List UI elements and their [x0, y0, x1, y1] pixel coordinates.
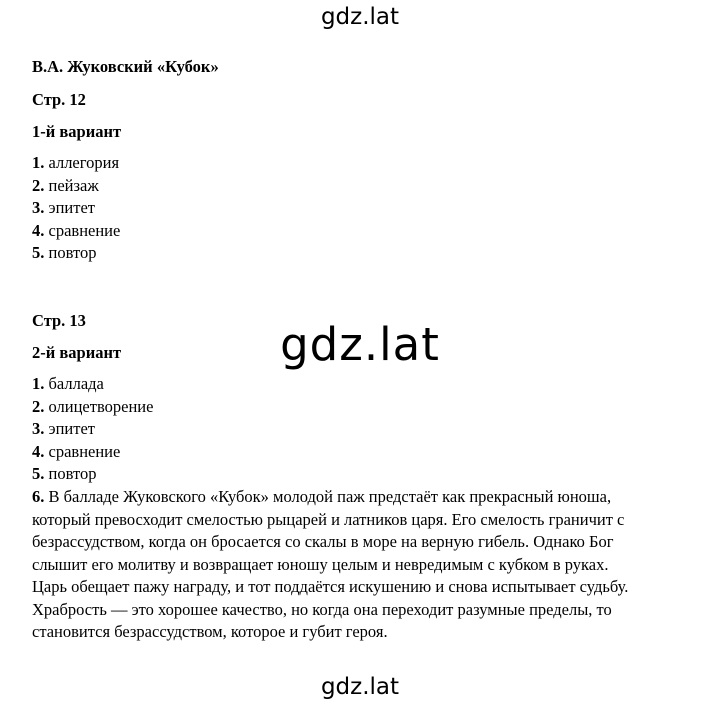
answer-item	[32, 152, 120, 175]
essay-line: Храбрость — это хорошее качество, но когда она переходит разумные пределы, то	[32, 599, 612, 619]
answer-text: повтор	[48, 464, 97, 483]
answer-text: сравнение	[48, 220, 121, 240]
answer-text: эпитет	[48, 419, 95, 438]
document-title: В.А. Жуковский «Кубок»	[32, 57, 219, 76]
answer-number: 3.	[32, 419, 45, 438]
answer-number: 1.	[32, 153, 45, 172]
answer-text: сравнение	[48, 441, 121, 461]
answer-item	[32, 463, 153, 486]
variant-1-heading: 1-й вариант	[32, 122, 122, 141]
answer-number: 3.	[32, 198, 45, 217]
watermark-bottom: gdz.lat	[320, 674, 400, 700]
essay-line: слышит его молитву и возвращает юношу целым и невредимым с кубком в руках.	[32, 554, 609, 574]
answer-text: пейзаж	[48, 175, 99, 195]
watermark-middle: gdz.lat	[280, 318, 440, 371]
answer-item	[32, 396, 153, 419]
answer-number: 5.	[32, 464, 45, 483]
answer-number: 6.	[32, 487, 45, 506]
essay-text: В балладе Жуковского «Кубок» молодой паж предстаёт как прекрасный юноша,	[48, 487, 612, 506]
variant-1-answers	[32, 152, 120, 265]
variant-2-heading: 2-й вариант	[32, 343, 122, 362]
answer-6-essay	[32, 486, 702, 644]
answer-number: 2.	[32, 175, 45, 195]
answer-text: эпитет	[48, 198, 95, 217]
watermark-top: gdz.lat	[320, 4, 400, 30]
answer-text: баллада	[48, 374, 104, 393]
essay-line: безрассудством, когда он бросается со скалы в море на верную гибель. Однако Бог	[32, 532, 614, 551]
essay-line: становится безрассудством, которое и губит героя.	[32, 622, 388, 641]
answer-number: 5.	[32, 243, 45, 262]
essay-line: который превосходит смелостью рыцарей и латников царя. Его смелость граничит с	[32, 509, 625, 529]
answer-number: 4.	[32, 441, 45, 461]
essay-line	[32, 486, 702, 509]
answer-number: 2.	[32, 396, 45, 416]
answer-item	[32, 242, 120, 265]
answer-number: 4.	[32, 220, 45, 240]
variant-2-answers	[32, 373, 153, 486]
answer-item	[32, 441, 153, 464]
answer-number: 1.	[32, 374, 45, 393]
answer-text: аллегория	[48, 153, 120, 172]
answer-text: олицетворение	[48, 396, 154, 416]
answer-text: повтор	[48, 243, 97, 262]
answer-item	[32, 418, 153, 441]
answer-item	[32, 373, 153, 396]
answer-item	[32, 197, 120, 220]
page-13-heading: Стр. 13	[32, 311, 86, 330]
page-12-heading: Стр. 12	[32, 90, 86, 109]
answer-item	[32, 220, 120, 243]
answer-item	[32, 175, 120, 198]
essay-line: Царь обещает пажу награду, и тот поддаётся искушению и снова испытывает судьбу.	[32, 577, 629, 596]
